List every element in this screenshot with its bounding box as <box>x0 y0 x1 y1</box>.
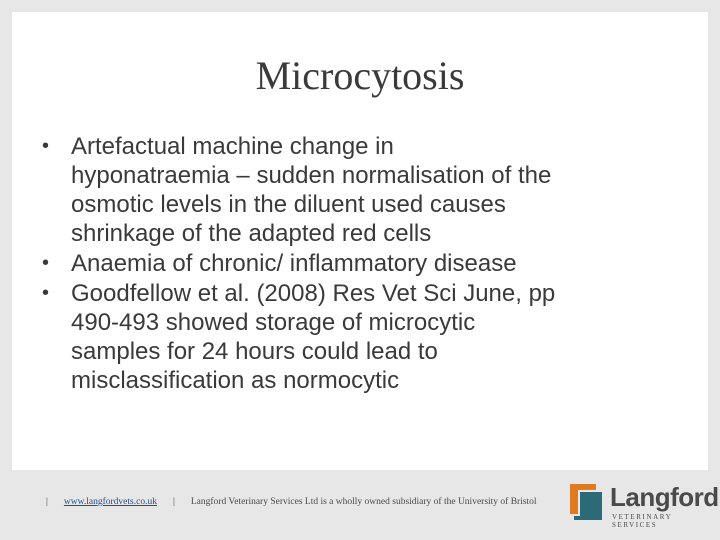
bullet-item <box>42 132 692 248</box>
logo-subtitle: VETERINARY SERVICES <box>612 513 673 529</box>
bullet-marker: • <box>42 135 50 157</box>
slide <box>12 12 708 470</box>
footer-disclaimer: Langford Veterinary Services Ltd is a wholly owned subsidiary of the University of Bristol <box>190 497 537 507</box>
footer-separator: | <box>172 497 175 507</box>
bullet-marker: • <box>42 282 50 304</box>
footer-website-link[interactable]: www.langfordvets.co.uk <box>63 497 157 507</box>
bullet-line: hyponatraemia – sudden normalisation of the <box>71 162 552 189</box>
bullet-line: shrinkage of the adapted red cells <box>71 220 432 247</box>
bullet-item <box>42 249 692 278</box>
bullet-line: Artefactual machine change in <box>71 133 394 160</box>
bullet-line: osmotic levels in the diluent used causes <box>71 191 506 218</box>
footer-separator: | <box>46 497 48 507</box>
langford-logo <box>566 480 719 530</box>
logo-wordmark: Langford <box>610 482 719 512</box>
footer <box>0 470 720 540</box>
slide-title: Microcytosis <box>255 53 465 98</box>
bullet-line: misclassification as normocytic <box>71 367 400 394</box>
bullet-line: samples for 24 hours could lead to <box>71 338 438 365</box>
bullet-item <box>42 279 692 395</box>
bullet-list <box>42 132 692 396</box>
bullet-line: 490-493 showed storage of microcytic <box>71 309 476 336</box>
bullet-line: Anaemia of chronic/ inflammatory disease <box>71 250 517 277</box>
bullet-line: Goodfellow et al. (2008) Res Vet Sci June, pp <box>71 280 556 307</box>
langford-logo-mark-icon <box>566 480 606 524</box>
footer-text <box>46 497 537 507</box>
bullet-marker: • <box>42 252 50 274</box>
